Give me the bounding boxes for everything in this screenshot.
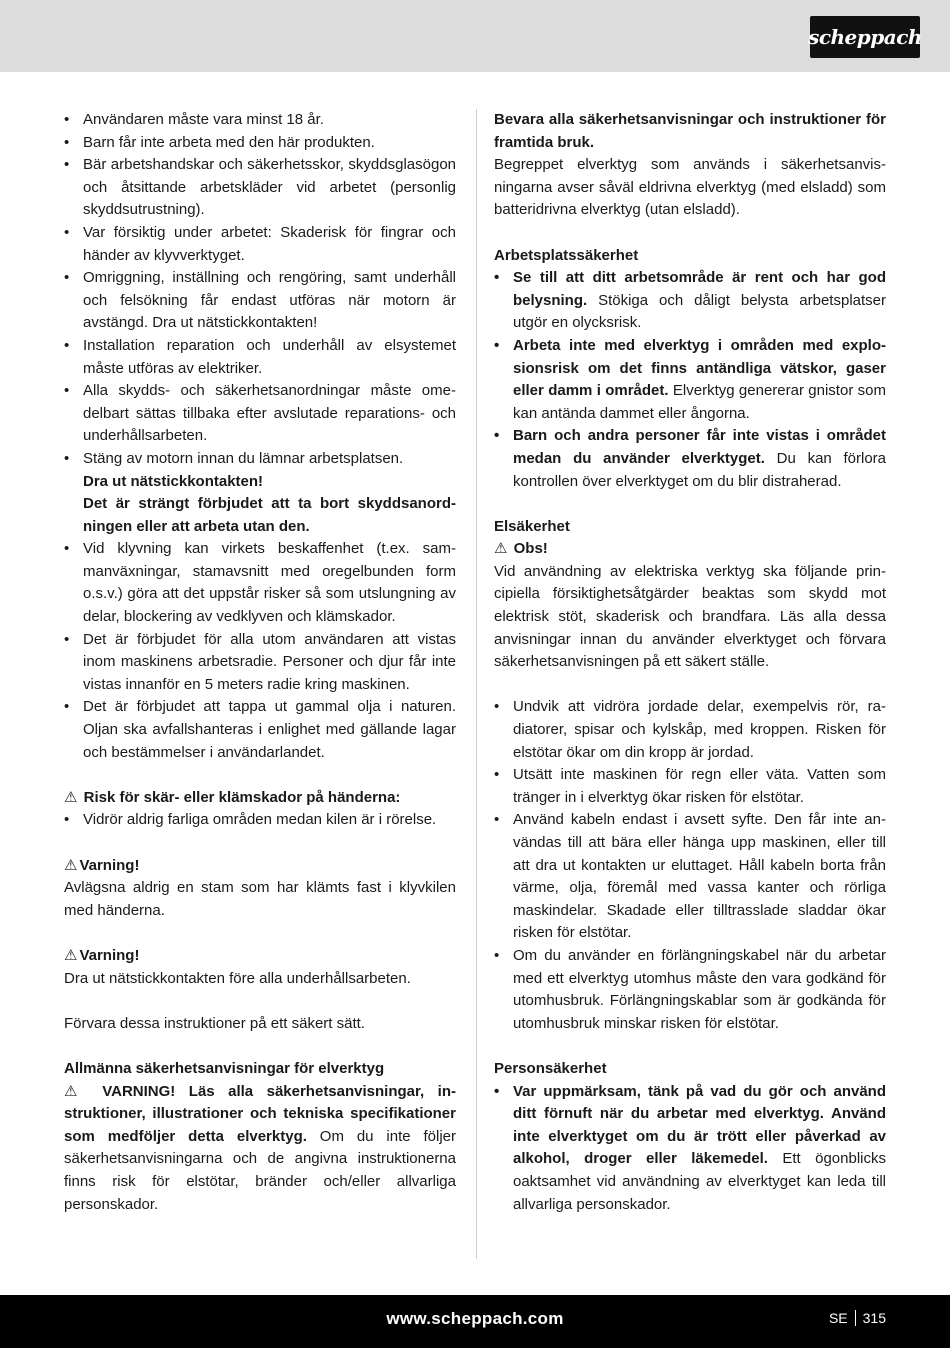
list-item: • Använd kabeln endast i avsett syfte. Den får inte användas till att bära eller hänga upp maskinen, eller till att dra ut kontakten ur eluttaget. Håll kabeln borta från värme, olja, föremål med vassa kanter och rörliga maskindelar. Skadade eller tilltrasslade sladdar ökar risken för elstötar. <box>494 809 886 945</box>
list-item-text: Stökiga och dåligt belysta arbetsplatser utgör en olycksrisk. <box>513 291 886 332</box>
workplace-heading: Arbetsplatssäkerhet <box>494 246 639 264</box>
list-item-bold: Barn och andra personer får inte vistas i området medan du använder elverktyget. <box>513 427 886 467</box>
warning-text-2: Dra ut nätstickkontakten före alla underhållsarbeten. <box>64 969 411 987</box>
list-item-bold: Se till att ditt arbetsområde är rent och har god belysning. <box>513 269 886 309</box>
electric-heading: Elsäkerhet <box>494 517 570 535</box>
list-item <box>494 1081 886 1217</box>
left-column <box>64 109 456 1216</box>
list-item-text: Du kan förlora kontrollen över elverktyget om du blir distraherad. <box>513 449 886 490</box>
electric-list <box>494 696 886 1035</box>
list-item: • Utsätt inte maskinen för regn eller väta. Vatten som tränger in i elverktyg ökar risken för elstötar. <box>494 764 886 809</box>
list-item: • Stäng av motorn innan du lämnar arbetsplatsen. <box>64 448 456 471</box>
list-item: • Bär arbetshandskar och säkerhetsskor, skyddsglasögon och åtsittande arbetskläder vid arbetet (personlig skyddsutrustning). <box>64 154 456 222</box>
page-number: 315 <box>862 1310 886 1326</box>
list-item: • Undvik att vidröra jordade delar, exempelvis rör, radiatorer, spisar och kylskåp, med kroppen. Risken för elstötar ökar om din kropp är jordad. <box>494 696 886 764</box>
warning-triangle-icon: ⚠ <box>64 946 78 964</box>
language-code: SE <box>828 1310 848 1326</box>
list-item: • Vid klyvning kan virkets beskaffenhet (t.ex. sammanväxningar, stamavsnitt med oregelbunden form o.s.v.) göra att det uppstår risker så som utslungning av delar, blockering av vedklyven och klämskador. <box>64 538 456 628</box>
bold-warning-unplug: Dra ut nätstickkontakten! <box>83 472 264 490</box>
risk-bullet-list <box>64 809 456 832</box>
keep-paragraph: Begreppet elverktyg som används i säkerhetsanvisningarna avser såväl eldrivna elverktyg (med elsladd) som batteridrivna elverktyg (utan elsladd). <box>494 156 886 219</box>
warning-triangle-icon: ⚠ <box>64 788 78 806</box>
keep-instructions-text: Förvara dessa instruktioner på ett säkert sätt. <box>64 1014 365 1032</box>
page-indicator <box>829 1310 886 1326</box>
list-item: • Barn får inte arbeta med den här produkten. <box>64 132 456 155</box>
bold-warning-guard: Det är strängt förbjudet att ta bort skyddsanordningen eller att arbeta utan den. <box>83 495 456 535</box>
list-item <box>494 267 886 335</box>
general-safety-heading: Allmänna säkerhetsanvisningar för elverktyg <box>64 1059 385 1077</box>
list-item: • Installation reparation och underhåll av elsystemet måste utföras av elektriker. <box>64 335 456 380</box>
page-footer <box>0 1295 950 1348</box>
warning-text-1: Avlägsna aldrig en stam som har klämts fast i klyvkilen med händerna. <box>64 879 456 919</box>
website-link[interactable]: www.scheppach.com <box>386 1309 564 1328</box>
workplace-list <box>494 267 886 493</box>
warning-title-1: ⚠ Varning! <box>64 856 140 874</box>
column-divider <box>476 109 477 1259</box>
page-separator <box>855 1310 856 1326</box>
list-item-bold: Arbeta inte med elverktyg i områden med explosionsrisk om det finns antändliga vätskor, gaser eller damm i området. <box>513 336 886 400</box>
list-item: • Det är förbjudet att tappa ut gammal olja i naturen. Oljan ska avfallshanteras i enlighet med gällande lagar och bestämmelser i användarlandet. <box>64 696 456 764</box>
safety-bullet-list <box>64 109 456 471</box>
list-item <box>494 335 886 425</box>
safety-bullet-list-2 <box>64 538 456 764</box>
brand-logo-text: scheppach <box>808 25 922 49</box>
list-item-bold: Var uppmärksam, tänk på vad du gör och använd ditt förnuft när du arbetar med elverktyg. Använd inte elverktyget om du är trött eller påverkad av alkohol, droger eller läkemedel. <box>513 1082 886 1168</box>
warning-triangle-icon: ⚠ <box>64 856 78 874</box>
page-header <box>0 0 950 72</box>
right-column <box>494 109 886 1216</box>
personal-list <box>494 1081 886 1217</box>
list-item: • Användaren måste vara minst 18 år. <box>64 109 456 132</box>
list-item: • Vidrör aldrig farliga områden medan kilen är i rörelse. <box>64 809 456 832</box>
warning-triangle-icon: ⚠ <box>64 1082 87 1100</box>
list-item: • Var försiktig under arbetet: Skaderisk för fingrar och händer av klyvverktyget. <box>64 222 456 267</box>
electric-intro: Vid användning av elektriska verktyg ska följande principiella försiktighetsåtgärder beaktas som skydd mot elektrisk stöt, skaderisk och brandfara. Läs alla dessa anvisningar innan du använder elverktyget och förvara säkerhetsanvisningen på ett säkert ställe. <box>494 562 886 671</box>
obs-title: ⚠ Obs! <box>494 540 548 558</box>
list-item-text: Ett ögonblicks oaktsamhet vid användning av elverktyget kan leda till allvarliga personskador. <box>513 1150 886 1213</box>
warning-title-2: ⚠ Varning! <box>64 946 140 964</box>
list-item: • Alla skydds- och säkerhetsanordningar måste omedelbart sättas tillbaka efter avslutade reparations- och underhållsarbeten. <box>64 380 456 448</box>
list-item: • Omriggning, inställning och rengöring, samt underhåll och felsökning får endast utföras när motorn är avstängd. Dra ut nätstickkontakten! <box>64 267 456 335</box>
brand-logo <box>810 16 920 58</box>
general-safety-paragraph: ⚠ VARNING! Läs alla säkerhetsanvisningar, instruktioner, illustrationer och tekniska specifikationer som medföljer detta elverktyg. Om du inte följer säkerhetsanvisningarna och de angivna instruktionerna finns risk för elstötar, bränder och/eller allvarliga personskador. <box>64 1082 456 1213</box>
warning-triangle-icon: ⚠ <box>494 540 508 558</box>
list-item: • Det är förbjudet för alla utom användaren att vistas inom maskinens arbetsradie. Personer och djur får inte vistas innanför en 5 meters radie kring maskinen. <box>64 629 456 697</box>
list-item: • Om du använder en förlängningskabel när du arbetar med ett elverktyg utomhus måste den vara godkänd för utomhusbruk. Förlängningskablar som är godkända för utomhusbruk minskar risken för elstötar. <box>494 945 886 1035</box>
list-item-text: Elverktyg genererar gnistor som kan antända dammet eller ångorna. <box>513 382 886 422</box>
risk-heading: ⚠ Risk för skär- eller klämskador på händerna: <box>64 788 401 806</box>
personal-heading: Personsäkerhet <box>494 1059 607 1077</box>
list-item <box>494 425 886 493</box>
keep-heading: Bevara alla säkerhetsanvisningar och instruktioner för framtida bruk. <box>494 111 886 151</box>
